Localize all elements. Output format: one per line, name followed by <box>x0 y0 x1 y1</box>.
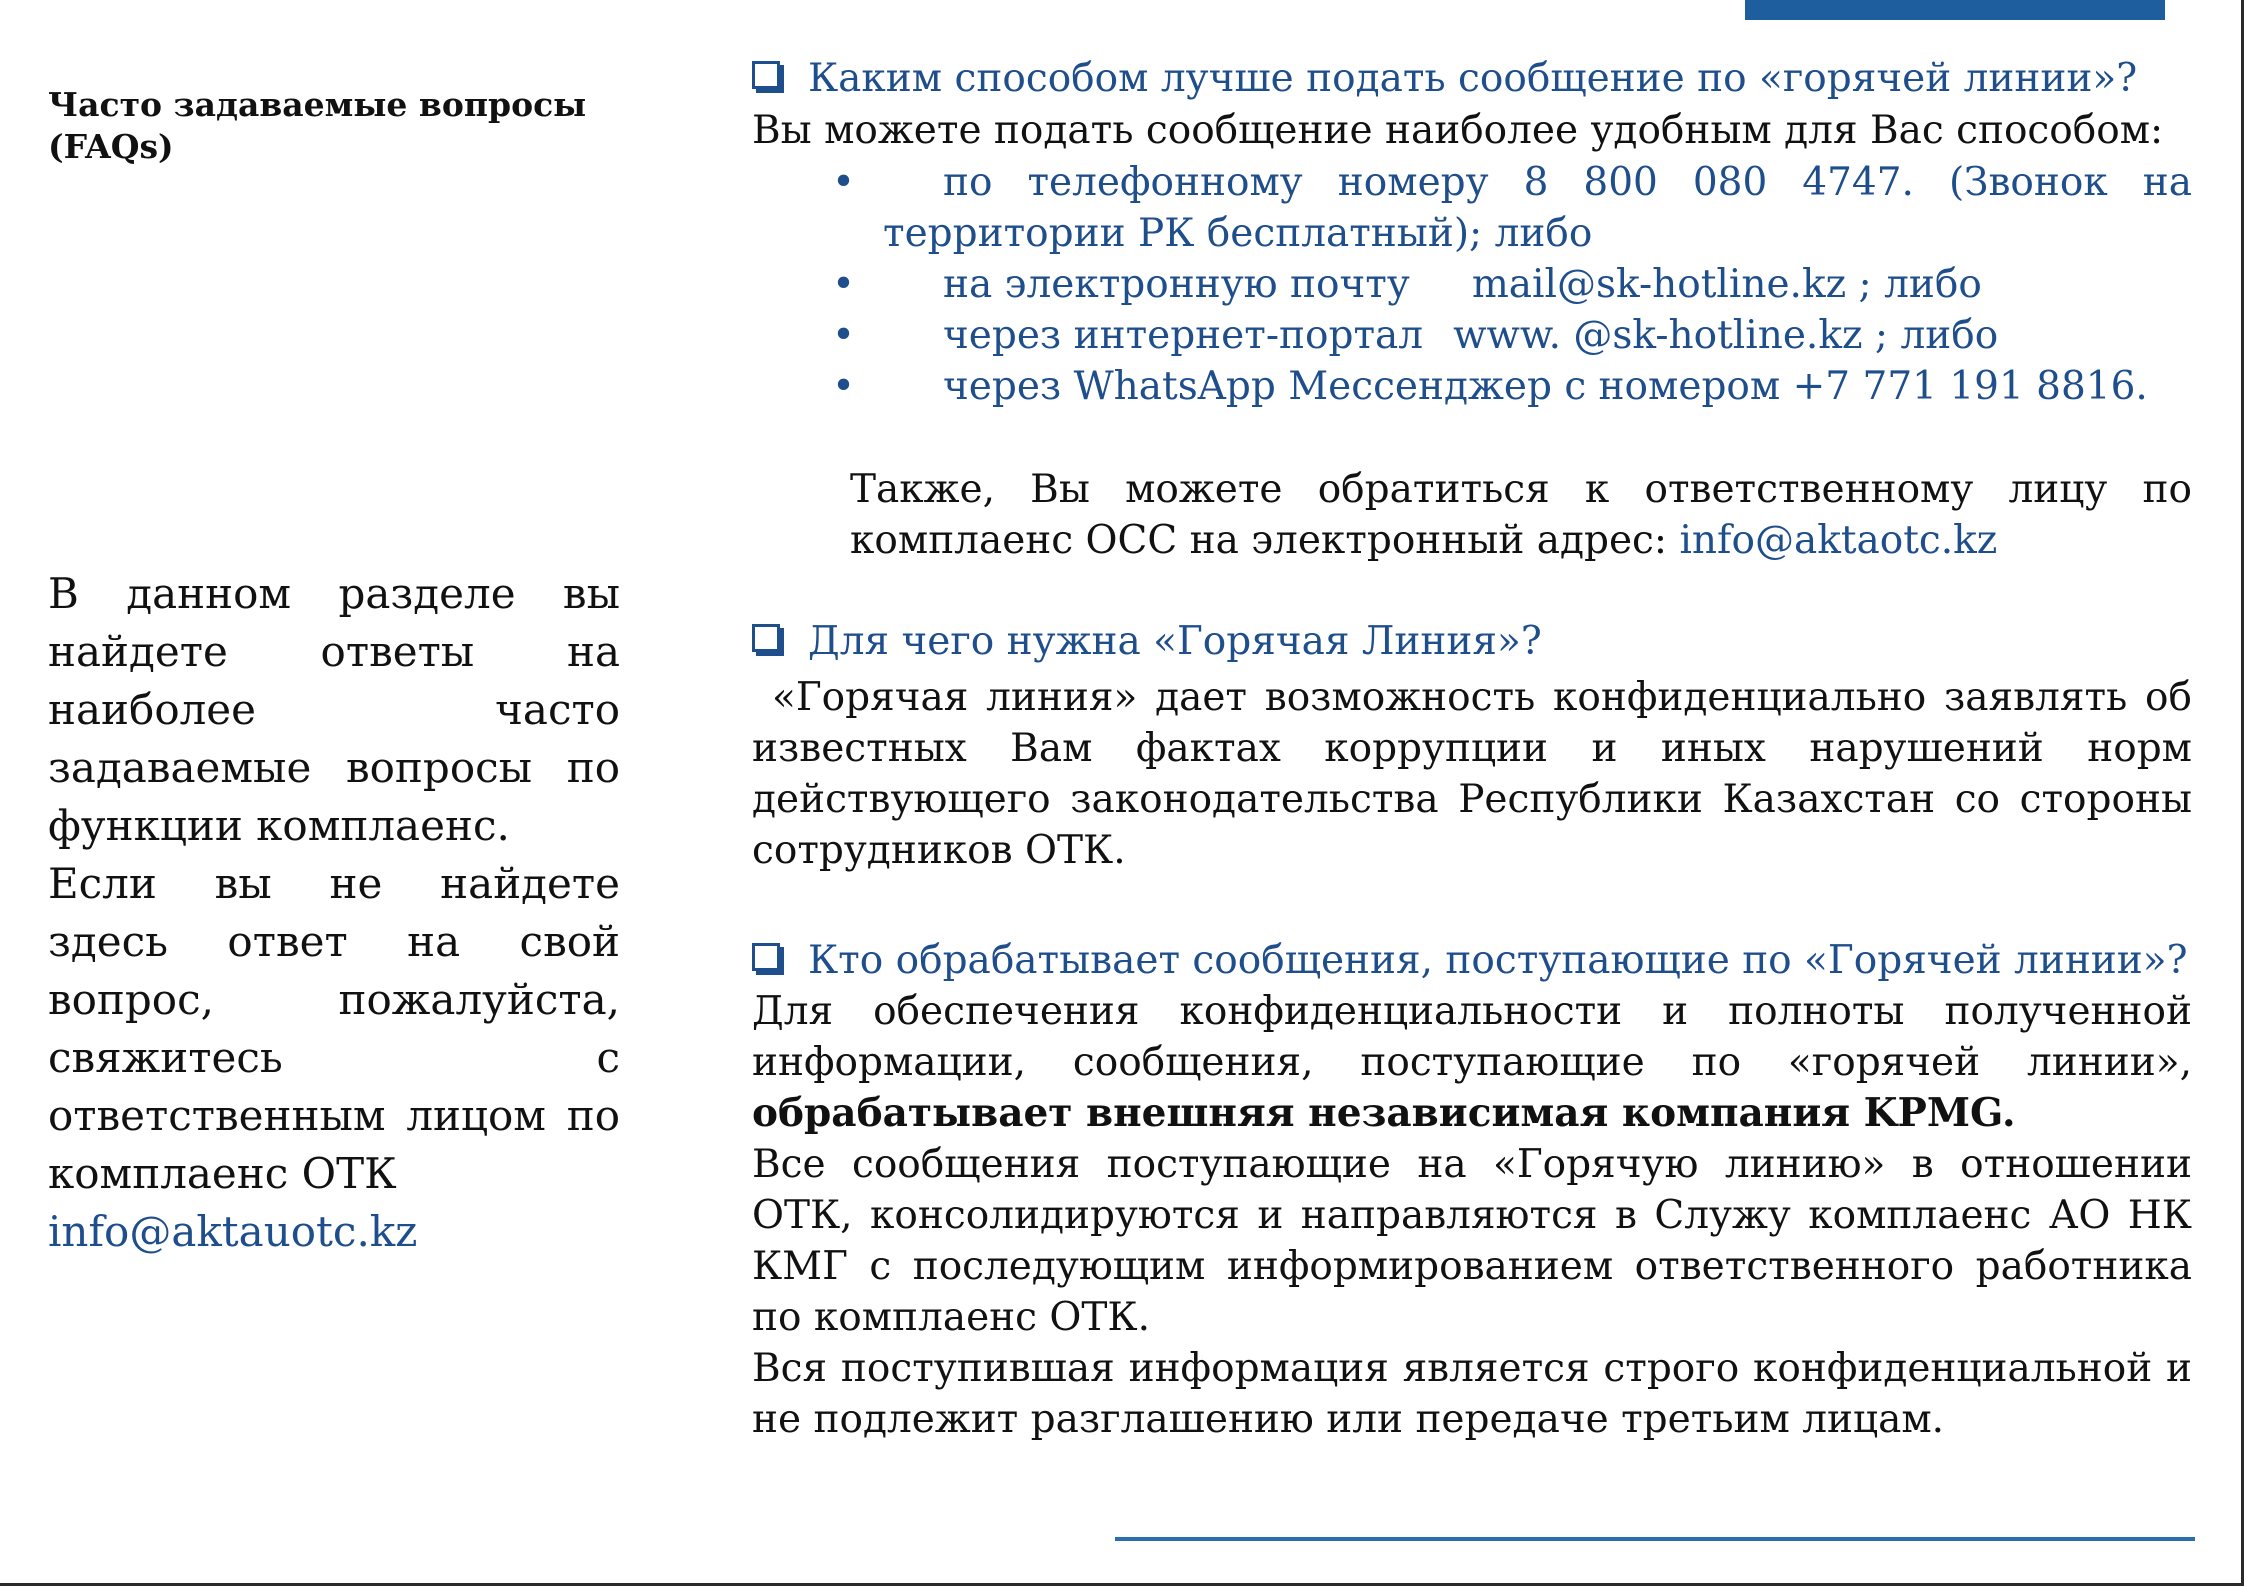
compliance-contact-paragraph <box>850 464 2192 566</box>
contact-methods-list <box>832 157 2192 412</box>
question-3-answer <box>752 986 2192 1445</box>
question-2-heading <box>752 617 1542 667</box>
checkbox-bullet-icon <box>752 61 780 89</box>
question-1-answer: Вы можете подать сообщение наиболее удобным для Вас способом: <box>752 108 2164 153</box>
question-2-answer: «Горячая линия» дает возможность конфиденциально заявлять об известных Вам фактах коррупции и иных нарушений норм действующего законодательства Республики Казахстан со стороны сотрудников ОТК. <box>752 675 2192 873</box>
portal-suffix: ; либо <box>1874 313 1999 358</box>
question-3-heading <box>752 936 2188 986</box>
question-3-answer-intro: Для обеспечения конфиденциальности и полноты полученной информации, сообщения, поступающие по «горячей линии», <box>752 989 2192 1085</box>
sidebar-contact-text: Если вы не найдете здесь ответ на свой вопрос, пожалуйста, свяжитесь с ответственным лицом по комплаенс ОТК <box>48 859 620 1198</box>
header-accent-bar <box>1745 0 2165 20</box>
compliance-contact-text: Также, Вы можете обратиться к ответственному лицу по комплаенс ОСС на электронный адрес: <box>850 467 2192 563</box>
hotline-portal-link[interactable]: www. @sk-hotline.kz <box>1453 313 1863 358</box>
question-3-text: Кто обрабатывает сообщения, поступающие по «Горячей линии»? <box>808 938 2188 983</box>
sidebar-intro <box>48 565 620 1261</box>
phone-line-1: по телефонному номеру 8 800 080 4747. (Звонок на <box>943 160 2192 205</box>
bullet-dot-icon: • <box>832 313 856 358</box>
footer-rule <box>1115 1537 2195 1541</box>
phone-line-2: территории РК бесплатный); либо <box>883 211 1593 256</box>
question-1-heading <box>752 54 2137 104</box>
faq-title: Часто задаваемые вопросы (FAQs) <box>48 85 587 166</box>
sidebar-intro-text: В данном разделе вы найдете ответы на наиболее часто задаваемые вопросы по функции комплаенс. <box>48 569 620 850</box>
bullet-dot-icon: • <box>832 364 856 409</box>
sidebar-contact-email-link[interactable]: info@aktauotc.kz <box>48 1207 418 1256</box>
question-2-text: Для чего нужна «Горячая Линия»? <box>808 619 1542 664</box>
question-3-answer-p2: Все сообщения поступающие на «Горячую линию» в отношении ОТК, консолидируются и направляются в Служу комплаенс АО НК КМГ с последующим информированием ответственного работника по комплаенс ОТК. <box>752 1142 2192 1340</box>
bullet-dot-icon: • <box>832 262 856 307</box>
whatsapp-text: через WhatsApp Мессенджер с номером +7 771 191 8816. <box>943 364 2148 409</box>
question-3-answer-bold: обрабатывает внешняя независимая компания KPMG. <box>752 1090 2016 1136</box>
question-1-text: Каким способом лучше подать сообщение по «горячей линии»? <box>808 56 2138 101</box>
list-item-phone-cont <box>850 208 2192 259</box>
list-item-phone <box>832 157 2192 208</box>
list-item-whatsapp <box>832 361 2192 412</box>
checkbox-bullet-icon <box>752 943 780 971</box>
bullet-dot-icon: • <box>832 160 856 205</box>
email-suffix: ; либо <box>1858 262 1982 307</box>
list-item-portal <box>832 310 2192 361</box>
hotline-email-link[interactable]: mail@sk-hotline.kz <box>1471 262 1847 307</box>
question-3-answer-p3: Вся поступившая информация является строго конфиденциальной и не подлежит разглашению или передаче третьим лицам. <box>752 1346 2192 1442</box>
compliance-email-link[interactable]: info@aktaotc.kz <box>1679 518 1998 563</box>
checkbox-bullet-icon <box>752 624 780 652</box>
portal-label: через интернет-портал <box>943 313 1424 358</box>
email-label: на электронную почту <box>943 262 1410 307</box>
list-item-email <box>832 259 2192 310</box>
